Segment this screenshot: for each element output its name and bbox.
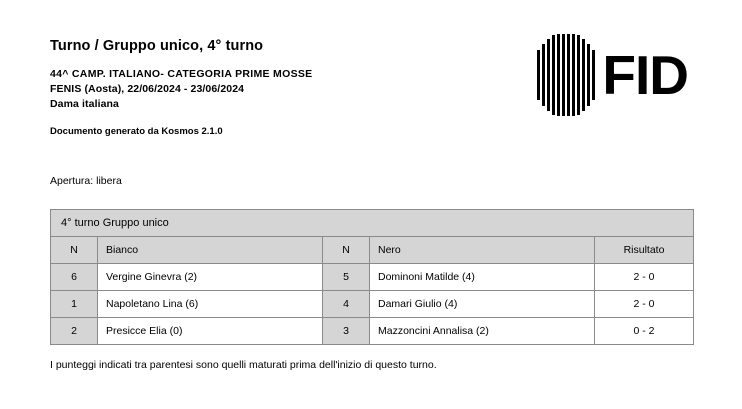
table-row <box>51 291 694 318</box>
cell-black-number: 3 <box>323 318 370 345</box>
header-black-number: N <box>323 237 370 264</box>
cell-black-player: Mazzoncini Annalisa (2) <box>370 318 595 345</box>
logo-bars-icon <box>537 34 599 116</box>
cell-result: 2 - 0 <box>595 264 694 291</box>
cell-result: 2 - 0 <box>595 291 694 318</box>
cell-white-player: Napoletano Lina (6) <box>98 291 323 318</box>
cell-black-number: 5 <box>323 264 370 291</box>
header-black: Nero <box>370 237 595 264</box>
cell-black-player: Dominoni Matilde (4) <box>370 264 595 291</box>
header-text-block <box>50 30 312 137</box>
table-header-row <box>51 237 694 264</box>
cell-white-player: Presicce Elia (0) <box>98 318 323 345</box>
round-band-label: 4° turno Gruppo unico <box>51 210 694 237</box>
document-header <box>50 30 694 137</box>
cell-white-number: 6 <box>51 264 98 291</box>
cell-white-number: 1 <box>51 291 98 318</box>
game-discipline: Dama italiana <box>50 98 119 110</box>
fid-logo <box>537 34 688 116</box>
generated-by-note: Documento generato da Kosmos 2.1.0 <box>50 126 223 137</box>
cell-white-player: Vergine Ginevra (2) <box>98 264 323 291</box>
cell-black-number: 4 <box>323 291 370 318</box>
cell-result: 0 - 2 <box>595 318 694 345</box>
table-footnote: I punteggi indicati tra parentesi sono quelli maturati prima dell'inizio di questo turno. <box>50 359 437 371</box>
page-title: Turno / Gruppo unico, 4° turno <box>50 38 264 54</box>
table-row <box>51 264 694 291</box>
opening-line: Apertura: libera <box>50 175 122 187</box>
event-location-dates: FENIS (Aosta), 22/06/2024 - 23/06/2024 <box>50 83 245 95</box>
logo-text: FID <box>602 43 688 106</box>
header-white-number: N <box>51 237 98 264</box>
header-white: Bianco <box>98 237 323 264</box>
header-result: Risultato <box>595 237 694 264</box>
championship-name: 44^ CAMP. ITALIANO- CATEGORIA PRIME MOSSE <box>50 68 313 80</box>
cell-black-player: Damari Giulio (4) <box>370 291 595 318</box>
cell-white-number: 2 <box>51 318 98 345</box>
table-row <box>51 318 694 345</box>
table-band-row <box>51 210 694 237</box>
pairings-table <box>50 209 694 345</box>
